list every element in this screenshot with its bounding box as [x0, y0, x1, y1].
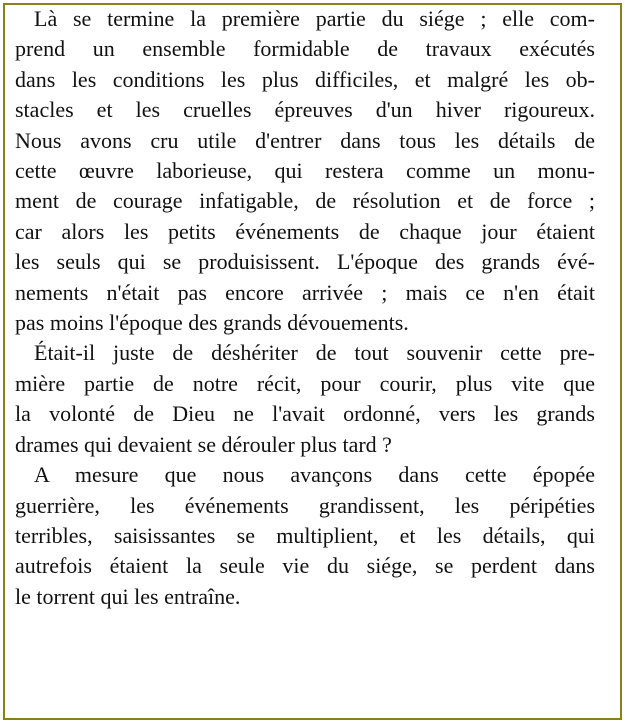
text-line: ment de courage infatigable, de résolution et de force ;: [15, 188, 595, 214]
paragraph-1: [15, 4, 595, 338]
text-line: guerrière, les événements grandissent, les péripéties: [15, 492, 595, 518]
text-line: pas moins l'époque des grands dévouements.: [15, 310, 409, 336]
text-line: les seuls qui se produisissent. L'époque des grands évé-: [15, 249, 595, 275]
text-line: terribles, saisissantes se multiplient, et les détails, qui: [15, 522, 595, 548]
text-line: drames qui devaient se dérouler plus tard ?: [15, 431, 392, 457]
text-line: autrefois étaient la seule vie du siége, se perdent dans: [15, 553, 595, 579]
text-line: car alors les petits événements de chaque jour étaient: [15, 218, 595, 244]
text-line: cette œuvre laborieuse, qui restera comme un monu-: [15, 158, 595, 184]
text-body: [15, 4, 595, 612]
text-line: Nous avons cru utile d'entrer dans tous les détails de: [15, 127, 595, 153]
text-line: Là se termine la première partie du siége ; elle com-: [34, 6, 595, 31]
text-line: A mesure que nous avançons dans cette épopée: [34, 462, 595, 488]
text-line: nements n'était pas encore arrivée ; mais ce n'en était: [15, 279, 595, 305]
text-line: stacles et les cruelles épreuves d'un hiver rigoureux.: [15, 97, 595, 123]
paragraph-3: [15, 460, 595, 612]
text-line: Était-il juste de déshériter de tout souvenir cette pre-: [34, 340, 595, 366]
text-line: mière partie de notre récit, pour courir, plus vite que: [15, 370, 595, 396]
text-line: prend un ensemble formidable de travaux exécutés: [15, 36, 595, 62]
paragraph-2: [15, 338, 595, 460]
text-line: la volonté de Dieu ne l'avait ordonné, vers les grands: [15, 401, 595, 427]
text-line: le torrent qui les entraîne.: [15, 583, 241, 609]
text-line: dans les conditions les plus difficiles, et malgré les ob-: [15, 66, 595, 92]
